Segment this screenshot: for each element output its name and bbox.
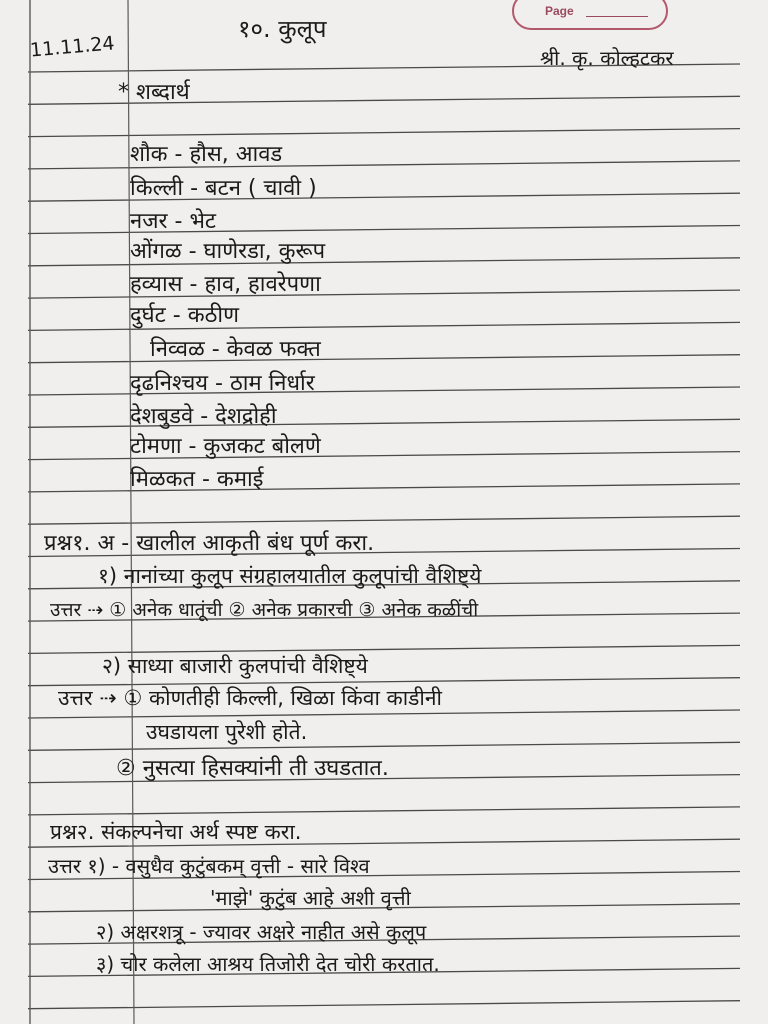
question-1-sub-2: २) साध्या बाजारी कुलपांची वैशिष्ट्ये xyxy=(102,654,368,678)
vocab-item: किल्ली - बटन ( चावी ) xyxy=(130,176,317,201)
vocab-item: निव्वळ - केवळ फक्त xyxy=(150,337,321,362)
vocab-item: दुर्घट - कठीण xyxy=(130,303,239,328)
page-number-badge xyxy=(512,0,668,30)
question-1-sub-1: १) नानांच्या कुलूप संग्रहालयातील कुलूपांची वैशिष्ट्ये xyxy=(98,564,482,588)
ruled-line xyxy=(28,1001,740,1009)
question-2-prompt: प्रश्न२. संकल्पनेचा अर्थ स्पष्ट करा. xyxy=(50,820,302,844)
ruled-line xyxy=(28,355,740,363)
ruled-line xyxy=(28,129,740,137)
question-2-answer-1-line-1: उत्तर १) - वसुधैव कुटुंबकम् वृत्ती - सारे विश्व xyxy=(48,854,370,878)
question-1-prompt: प्रश्न१. अ - खालील आकृती बंध पूर्ण करा. xyxy=(44,531,375,556)
vocab-item: दृढनिश्चय - ठाम निर्धार xyxy=(130,371,315,396)
question-2-answer-3: ३) चोर कलेला आश्रय तिजोरी देत चोरी करतात. xyxy=(96,952,440,976)
ruled-line xyxy=(28,807,740,815)
chapter-title: १०. कुलूप xyxy=(238,15,327,43)
vocab-item: देशबुडवे - देशद्रोही xyxy=(130,404,277,429)
question-2-answer-1-line-2: 'माझे' कुटुंब आहे अशी वृत्ती xyxy=(210,886,411,910)
author-name: श्री. कृ. कोल्हटकर xyxy=(540,46,674,70)
question-1-answer-1: उत्तर ⇢ ① अनेक धातूंची ② अनेक प्रकारची ③ अनेक कळींची xyxy=(50,599,479,621)
question-2-answer-2: २) अक्षरशत्रू - ज्यावर अक्षरे नाहीत असे कुलूप xyxy=(96,920,427,944)
vocab-item: टोमणा - कुजकट बोलणे xyxy=(130,434,321,459)
question-1-answer-2-line-3: ② नुसत्या हिसक्यांनी ती उघडतात. xyxy=(116,756,389,781)
question-1-answer-2-line-2: उघडायला पुरेशी होते. xyxy=(146,720,308,744)
ruled-line xyxy=(28,742,740,750)
vocab-item: मिळकत - कमाई xyxy=(130,467,264,492)
ruled-line xyxy=(28,516,740,524)
vocab-item: हव्यास - हाव, हावरेपणा xyxy=(130,272,321,297)
page-number-line xyxy=(586,16,648,17)
section-heading: * शब्दार्थ xyxy=(118,80,190,105)
vocab-item: नजर - भेट xyxy=(130,209,217,234)
date: 11.11.24 xyxy=(29,32,116,62)
vocab-item: शौक - हौस, आवड xyxy=(130,142,283,167)
vocab-item: ओंगळ - घाणेरडा, कुरूप xyxy=(130,239,326,264)
page-label: Page xyxy=(545,4,574,18)
question-1-answer-2-line-1: उत्तर ⇢ ① कोणतीही किल्ली, खिळा किंवा काडीनी xyxy=(58,686,442,710)
